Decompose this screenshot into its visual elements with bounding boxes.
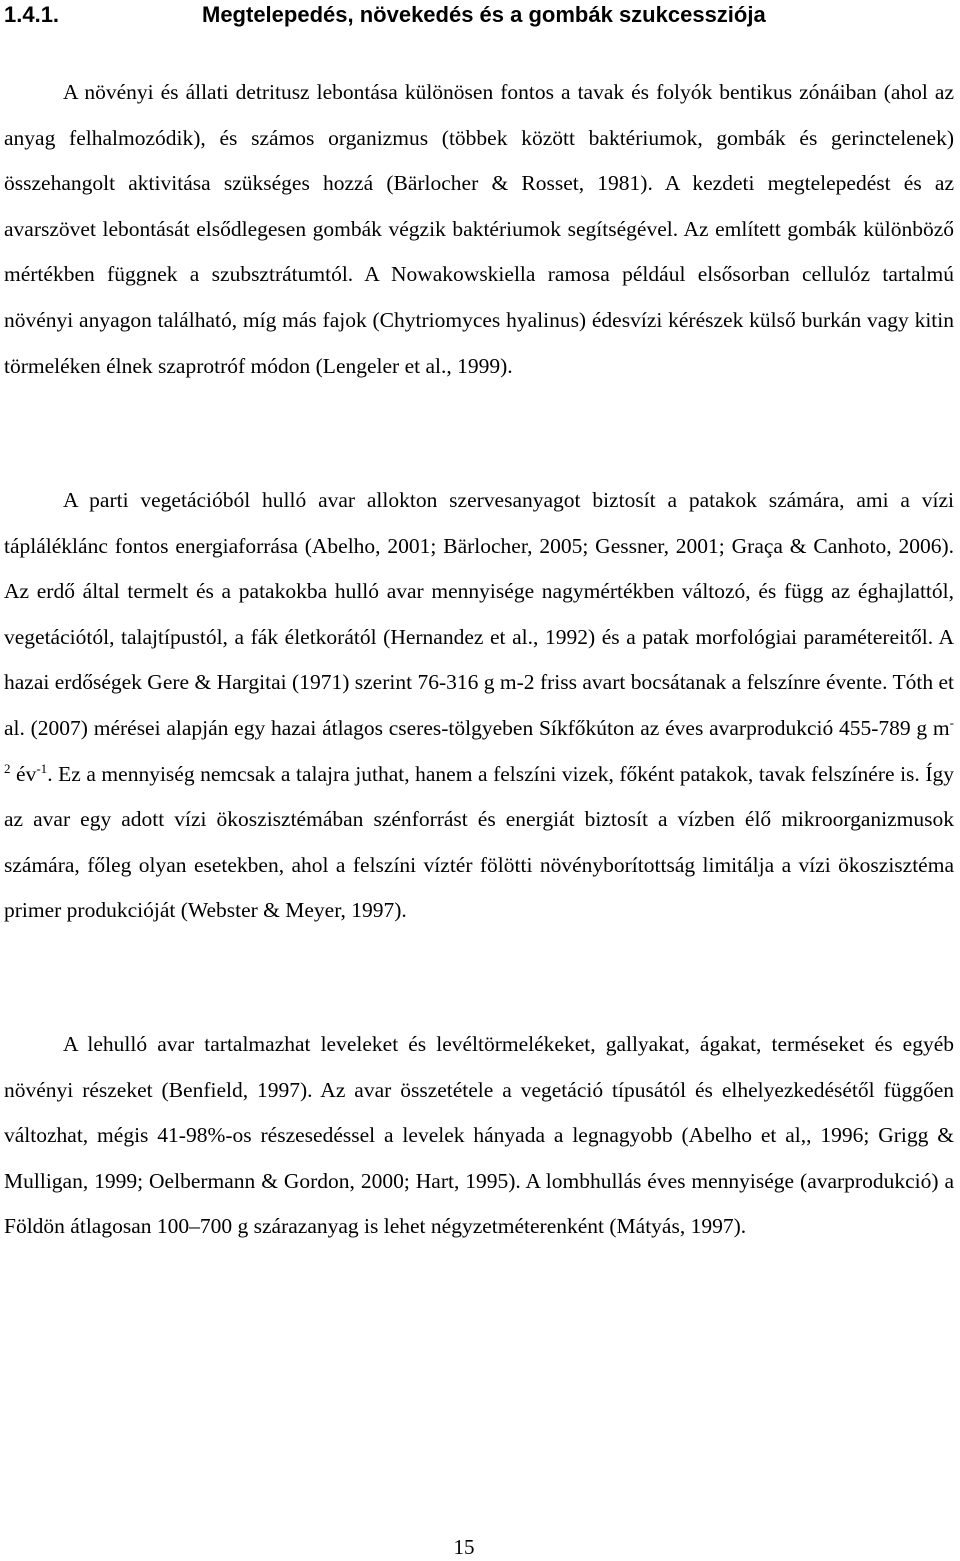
paragraph-2-text-b: év (10, 761, 37, 786)
section-number: 1.4.1. (4, 2, 60, 27)
paragraph-2-text-c: . Ez a mennyiség nemcsak a talajra juthat, hanem a felszíni vizek, főként patakok, tavak felszínére is. Így az avar egy adott vízi ökoszisztémában szénforrást és energiát biztosít a vízben élő mikroorganizmusok számára, főleg olyan esetekben, ahol a felszíni víztér fölötti növényborítottság limitálja a vízi ökoszisztéma primer produkcióját (Webster & Meyer, 1997). (4, 761, 954, 923)
paragraph-3: A lehulló avar tartalmazhat leveleket és levéltörmelékeket, gallyakat, ágakat, terméseket és egyéb növényi részeket (Benfield, 1997). Az avar összetétele a vegetáció típusától és elhelyezkedésétől függően változhat, mégis 41-98%-os részesedéssel a levelek hányada a legnagyobb (Abelho et al,, 1996; Grigg & Mulligan, 1999; Oelbermann & Gordon, 2000; Hart, 1995). A lombhullás éves mennyisége (avarprodukció) a Földön átlagosan 100–700 g szárazanyag is lehet négyzetméterenként (Mátyás, 1997). (4, 1032, 954, 1239)
superscript-exponent: -2 (4, 715, 954, 776)
superscript-exponent: -1 (36, 760, 48, 776)
section-heading (4, 0, 766, 30)
page-number: 15 (453, 1535, 475, 1559)
paragraph-2 (4, 478, 954, 934)
paragraph-2-text-a: A parti vegetációból hulló avar allokton szervesanyagot biztosít a patakok számára, ami a vízi tápláléklánc fontos energiaforrása (Abelho, 2001; Bärlocher, 2005; Gessner, 2001; Graça & Canhoto, 2006). Az erdő által termelt és a patakokba hulló avar mennyisége nagymértékben változó, és függ az éghajlattól, vegetációtól, talajtípustól, a fák életkorától (Hernandez et al., 1992) és a patak morfológiai paramétereitől. A hazai erdőségek Gere & Hargitai (1971) szerint 76-316 g m-2 friss avart bocsátanak a felszínre évente. Tóth et al. (2007) mérései alapján egy hazai átlagos cseres-tölgyeben Síkfőkúton az éves avarprodukció 455-789 g m (4, 488, 954, 740)
paragraph-1: A növényi és állati detritusz lebontása különösen fontos a tavak és folyók bentikus zónáiban (ahol az anyag felhalmozódik), és számos organizmus (többek között baktériumok, gombák és gerinctelenek) összehangolt aktivitása szükséges hozzá (Bärlocher & Rosset, 1981). A kezdeti megtelepedést és az avarszövet lebontását elsődlegesen gombák végzik baktériumok segítségével. Az említett gombák különböző mértékben függnek a szubsztrátumtól. A Nowakowskiella ramosa például elsősorban cellulóz tartalmú növényi anyagon található, míg más fajok (Chytriomyces hyalinus) édesvízi kérészek külső burkán vagy kitin törmeléken élnek szaprotróf módon (Lengeler et al., 1999). (4, 80, 954, 378)
section-title: Megtelepedés, növekedés és a gombák szukcessziója (202, 2, 766, 27)
